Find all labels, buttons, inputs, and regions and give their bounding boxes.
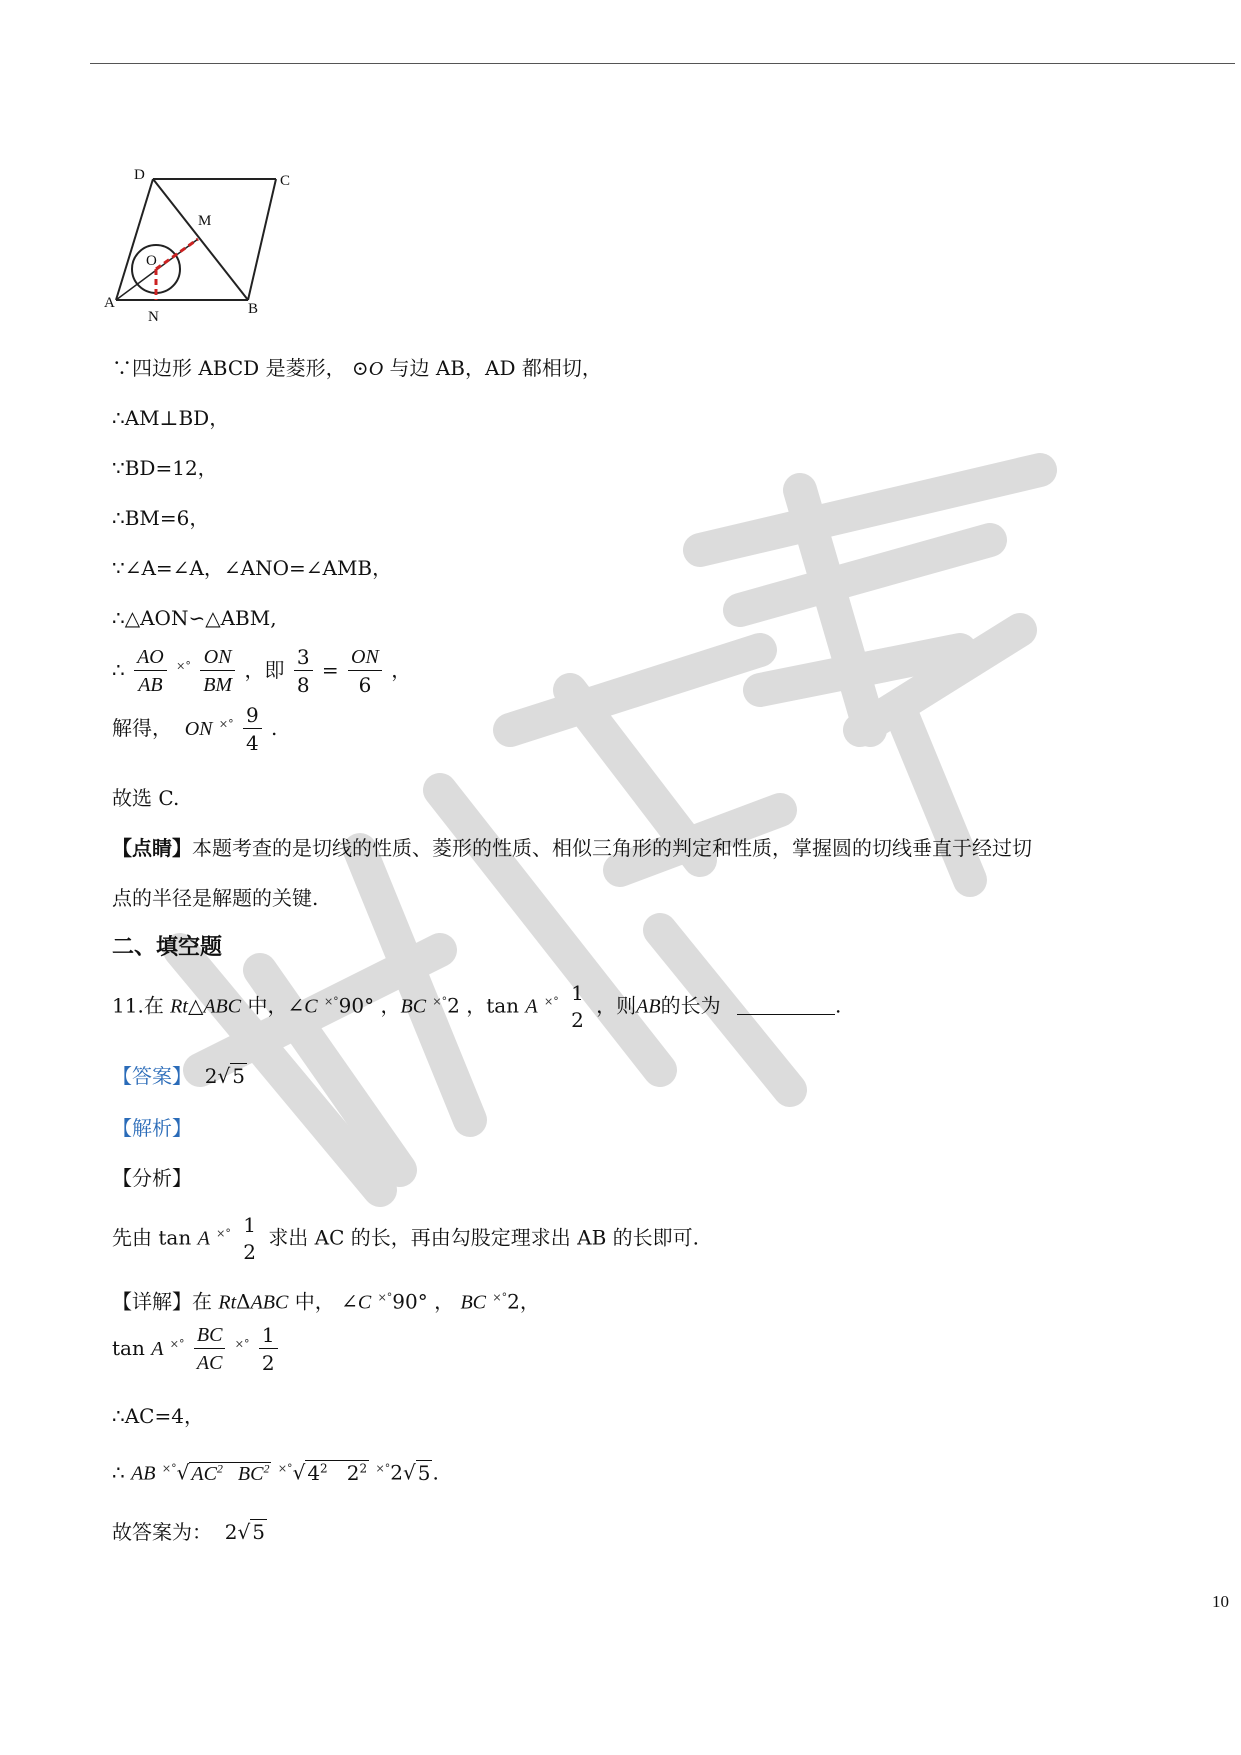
label-n: N — [148, 309, 159, 325]
proof-line-5: ∵∠A=∠A，∠ANO=∠AMB， — [112, 556, 393, 580]
dashed-om — [156, 239, 198, 269]
ac-line: ∴AC=4， — [112, 1404, 204, 1428]
fraction-9-4: $\frac{9}{4}$ — [243, 702, 262, 757]
fraction-bc-ac: $\frac{BC}{AC}$ — [194, 1322, 226, 1377]
fraction-1-2-c: $\frac{1}{2}$ — [259, 1322, 278, 1377]
section-title: 二、填空题 — [112, 935, 223, 960]
comment-line-1: 【点睛】本题考查的是切线的性质、菱形的性质、相似三角形的判定和性质，掌握圆的切线垂直于经过切 — [112, 836, 1032, 860]
question-11: 11.在 Rt△ABC 中，∠C ×°90° ，BC ×°2 ，tan A ×° 1 2 ，则AB的长为 . — [112, 981, 842, 1032]
rhombus-figure — [104, 165, 308, 325]
solve-line: 解得， ON ×° $\frac{9}{4}$ . — [112, 703, 278, 755]
fraction-on-bm: $\frac{ON}{BM}$ — [200, 644, 235, 699]
proof-line-2: ∴AM⊥BD， — [112, 406, 230, 430]
proof-line-4: ∴BM=6， — [112, 506, 210, 530]
label-c: C — [280, 173, 291, 189]
proof-line-1: ∵四边形 ABCD 是菱形， ⊙O 与边 AB，AD 都相切， — [112, 356, 602, 380]
fenxi-label: 【分析】 — [112, 1166, 192, 1190]
proof-line-6: ∴△AON∽△ABM, — [112, 606, 277, 630]
ab-line: ∴ AB ×°√ $AC^2$ $BC^2$ ×°√ $4^2$ $2^2$ ×°2√ 5 . — [112, 1460, 439, 1485]
edge-cb — [248, 179, 276, 300]
label-o: O — [146, 253, 157, 269]
diagonal-db — [153, 179, 248, 300]
answer-blank — [737, 1014, 835, 1015]
fraction-ao-ab: $\frac{AO}{AB}$ — [134, 644, 167, 699]
fraction-3-8: $\frac{3}{8}$ — [294, 644, 313, 699]
edge-ad — [116, 179, 153, 300]
fraction-1-2: 1 2 — [571, 981, 584, 1032]
fenxi-line: 先由 tan A ×° 1 2 求出 AC 的长，再由勾股定理求出 AB 的长即可. — [112, 1213, 699, 1264]
proof-line-3: ∵BD=12， — [112, 456, 218, 480]
label-b: B — [248, 301, 259, 317]
label-d: D — [134, 167, 145, 183]
fraction-1-2-b: 1 2 — [243, 1213, 256, 1264]
choice-line: 故选 C. — [112, 786, 180, 810]
final-answer-line: 故答案为： 2√ 5 — [112, 1520, 265, 1544]
tan-line: tan A ×° $\frac{BC}{AC}$ ×° $\frac{1}{2}$ — [112, 1322, 281, 1377]
comment-line-2: 点的半径是解题的关键. — [112, 886, 319, 910]
header-rule — [90, 63, 1235, 64]
analysis-label: 【解析】 — [112, 1116, 192, 1140]
page-number: 10 — [1212, 1592, 1229, 1611]
answer-line: 【答案】 2√ 5 — [112, 1064, 245, 1088]
label-a: A — [104, 295, 115, 311]
label-m: M — [198, 213, 212, 229]
proportion-line: ∴ $\frac{AO}{AB}$ ×° $\frac{ON}{BM}$ ，即 $\frac{3}{8}$ = $\frac{ON}{6}$ ， — [112, 645, 412, 697]
fraction-on-6: $\frac{ON}{6}$ — [348, 644, 382, 699]
xiangjie-line: 【详解】在 RtΔABC 中， ∠C ×°90° ， BC ×°2， — [112, 1289, 540, 1314]
